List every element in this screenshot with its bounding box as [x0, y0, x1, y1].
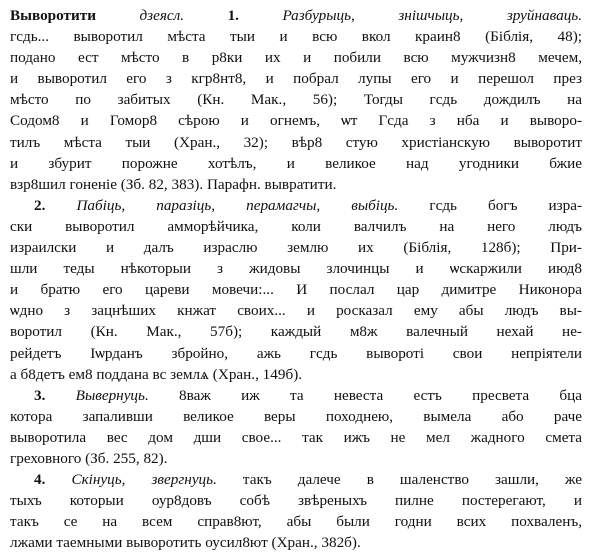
text-line: подано ест мѣсто в р8ки их и побили всю мужчизн8 мечем,: [10, 49, 582, 67]
text-line: такъ се на всем справ8ют, абы были годни всих похваленъ,: [10, 513, 582, 531]
headword: Выворотити: [10, 7, 96, 24]
text-line: тилъ мѣста тыи (Хран., 32); вѣр8 стую христіанскую выворотит: [10, 133, 582, 151]
text-line: а б8детъ ем8 поддана вс землѧ (Хран., 149б).: [10, 365, 303, 383]
part-of-speech: дзеясл.: [139, 7, 185, 24]
sense-3: [10, 385, 582, 469]
text-line: израилски и далъ израслю землю их (Біблія, 128б); При-: [10, 239, 582, 257]
text-line: ѡдно з зацнѣших кнжат своих... и росказал ему абы людъ вы-: [10, 302, 582, 320]
sense-definition: Вывернуць.: [75, 386, 149, 404]
sense-definition: Пабіць, паразіць, перамагчы, выбіць.: [76, 196, 399, 214]
text-line: греховного (Зб. 255, 82).: [10, 449, 168, 467]
text-line: воротил (Кн. Мак., 57б); каждый м8ж валечный нехай не-: [10, 323, 582, 341]
text-line: гсдь... выворотил мѣста тыи и всю вкол краин8 (Біблія, 48);: [10, 28, 582, 46]
sense-number: 3.: [34, 386, 46, 404]
sense-first-line: [10, 195, 582, 216]
text-line: и выворотил его з кгр8нт8, и побрал лупы его и перешол през: [10, 70, 582, 88]
text-line: котора запаливши великое веры походнею, вымела або раче: [10, 407, 582, 425]
text-line: рейдетъ Іѡрданъ збройно, ажь гсдь выворотi свои непріятели: [10, 344, 582, 362]
sense-2: [10, 195, 582, 385]
sense-definition: Скінуць, звергнуць.: [71, 471, 217, 489]
text-line: взр8шил гоненіе (Зб. 82, 383). Парафн. вывратити.: [10, 175, 337, 193]
text-line: выворотила вес дом дши свое... так ижъ не мел жадного смета: [10, 428, 582, 446]
sense-number: 1.: [227, 7, 239, 24]
sense-number: 2.: [34, 196, 46, 214]
sense-first-line: [10, 385, 582, 406]
text-line: Содом8 и Гомор8 сѣрою и огнемъ, ѡт Гсда з нба и выворо-: [10, 112, 582, 130]
sense-4: [10, 469, 582, 553]
sense-definition: Разбурыць, знішчыць, зруйнаваць.: [282, 7, 583, 24]
text-fragment: гсдь богъ изра-: [429, 196, 583, 214]
sense-1: [10, 5, 582, 195]
text-line: и збурит порожне хотѣлъ, и великое над угодники бжие: [10, 154, 582, 172]
text-line: мѣсто по забитых (Кн. Мак., 56); Тогды гсдь дождилъ на: [10, 91, 582, 109]
text-fragment: 8важ иж та невеста естъ пресвета бца: [179, 386, 582, 404]
sense-first-line: [10, 469, 582, 490]
entry-first-line: [10, 5, 582, 26]
sense-number: 4.: [34, 471, 46, 489]
text-line: тыхъ которыи оур8довъ собѣ звѣреныхъ пилне постерегают, и: [10, 492, 582, 510]
text-line: шли теды нѣкоторыи з жидовы злочинцы и ѡскаржили июд8: [10, 260, 582, 278]
text-line: ски выворотил амморѣйчика, коли валчилъ на него людъ: [10, 217, 582, 235]
text-fragment: такъ далече в шаленство зашли, же: [242, 471, 583, 489]
text-line: и братю его цареви мовечи:... И послал цар димитре Никонора: [10, 281, 582, 299]
text-line: лжами таемными выворотить оусил8ют (Хран., 382б).: [10, 534, 361, 552]
